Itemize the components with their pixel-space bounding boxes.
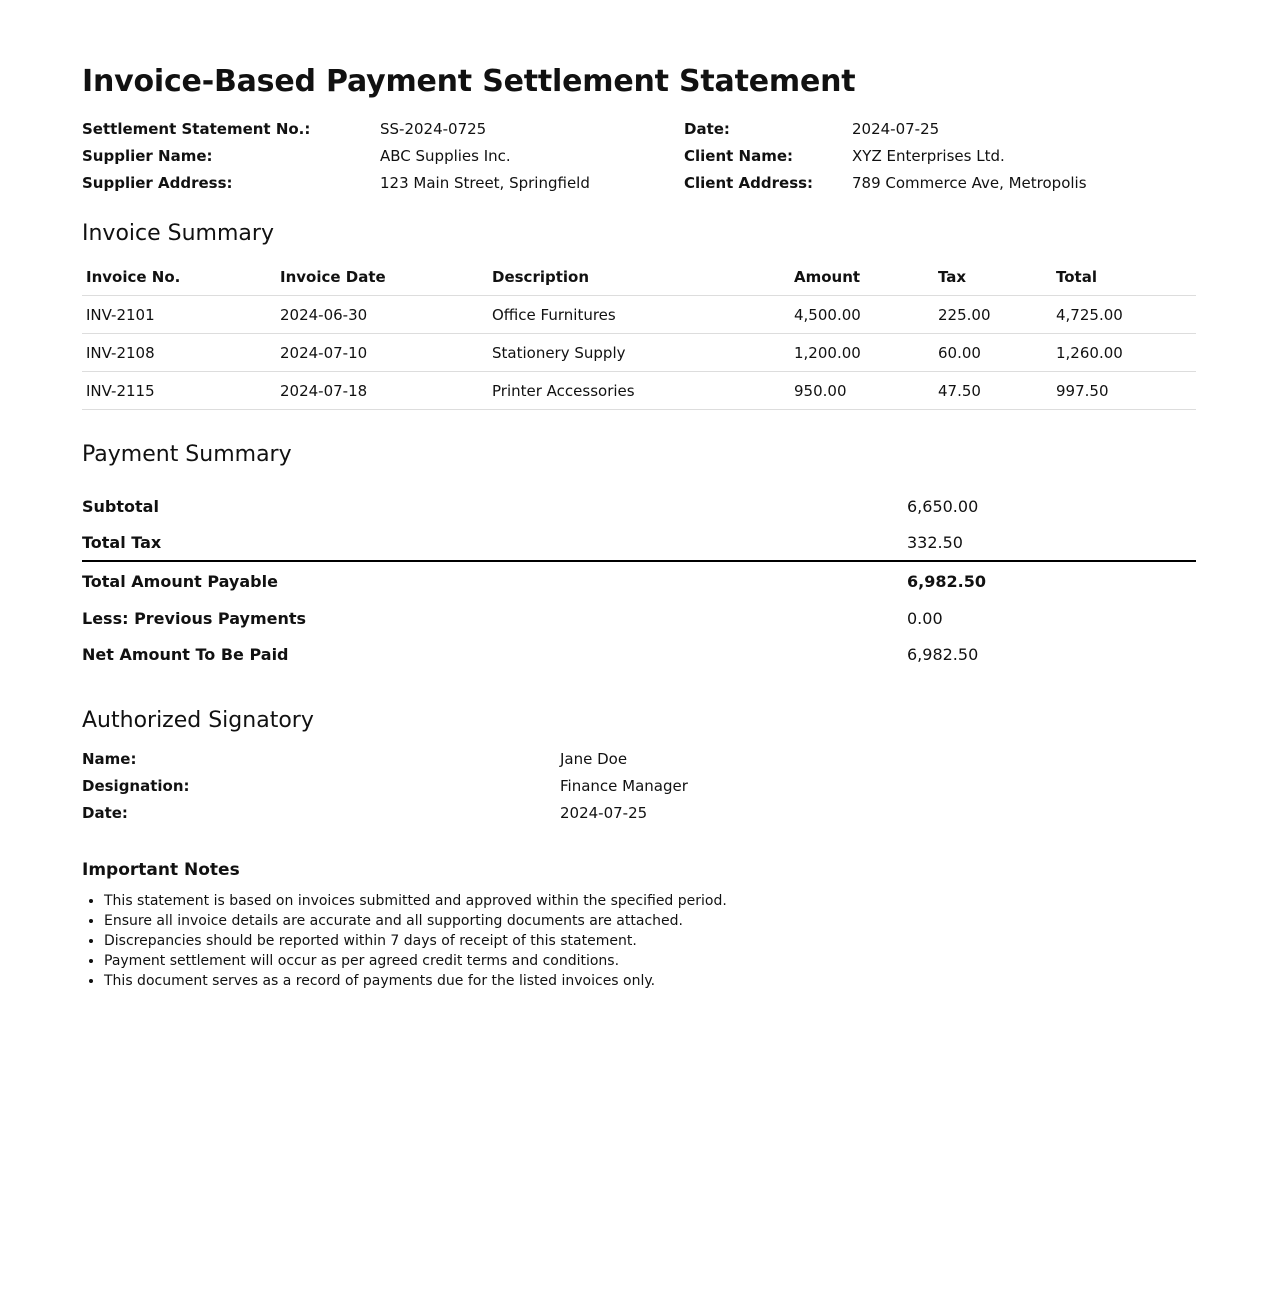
previous-payments-label: Less: Previous Payments: [82, 608, 307, 628]
tax-cell: 60.00: [934, 334, 1052, 372]
invoice-date-cell: 2024-07-18: [276, 372, 488, 410]
subtotal-value: 6,650.00: [907, 496, 979, 516]
date-value: 2024-07-25: [852, 120, 940, 138]
signatory-name-value: Jane Doe: [560, 750, 628, 768]
supplier-address-label: Supplier Address:: [82, 174, 233, 192]
invoice-date-cell: 2024-06-30: [276, 296, 488, 334]
statement-meta: [82, 116, 1196, 197]
signatory-heading: Authorized Signatory: [82, 708, 314, 733]
statement-no-label: Settlement Statement No.:: [82, 120, 311, 138]
column-header: Tax: [934, 259, 1052, 296]
signatory-designation-label: Designation:: [82, 777, 190, 795]
amount-cell: 4,500.00: [790, 296, 934, 334]
description-cell: Office Furnitures: [488, 296, 790, 334]
client-name-value: XYZ Enterprises Ltd.: [852, 147, 1005, 165]
previous-payments-row: [82, 600, 1196, 636]
column-header: Invoice Date: [276, 259, 488, 296]
list-item: • This document serves as a record of payments due for the listed invoices only.: [104, 971, 1196, 991]
list-item: • This statement is based on invoices submitted and approved within the specified period.: [104, 891, 1196, 911]
total-tax-row: [82, 524, 1196, 560]
table-row: [82, 334, 1196, 372]
payment-summary: [82, 488, 1196, 672]
total-cell: 1,260.00: [1052, 334, 1196, 372]
net-amount-value: 6,982.50: [907, 644, 979, 664]
net-amount-row: [82, 636, 1196, 672]
total-cell: 997.50: [1052, 372, 1196, 410]
net-amount-label: Net Amount To Be Paid: [82, 644, 289, 664]
column-header: Amount: [790, 259, 934, 296]
description-cell: Printer Accessories: [488, 372, 790, 410]
invoice-date-cell: 2024-07-10: [276, 334, 488, 372]
client-name-label: Client Name:: [684, 147, 794, 165]
list-item: • Discrepancies should be reported within 7 days of receipt of this statement.: [104, 931, 1196, 951]
tax-cell: 47.50: [934, 372, 1052, 410]
total-payable-label: Total Amount Payable: [82, 571, 278, 591]
statement-no-value: SS-2024-0725: [380, 120, 487, 138]
signatory-name-label: Name:: [82, 750, 137, 768]
signatory-date-label: Date:: [82, 804, 128, 822]
subtotal-row: [82, 488, 1196, 524]
table-row: [82, 372, 1196, 410]
invoice-no-cell: INV-2101: [82, 296, 276, 334]
list-item: • Payment settlement will occur as per agreed credit terms and conditions.: [104, 951, 1196, 971]
page-title: Invoice-Based Payment Settlement Statement: [82, 64, 856, 99]
total-payable-row: [82, 560, 1196, 600]
column-header: Invoice No.: [82, 259, 276, 296]
supplier-name-value: ABC Supplies Inc.: [380, 147, 511, 165]
invoice-table-header: [82, 259, 1196, 296]
signatory-date-value: 2024-07-25: [560, 804, 648, 822]
supplier-name-label: Supplier Name:: [82, 147, 213, 165]
notes-heading: Important Notes: [82, 860, 240, 880]
table-row: [82, 296, 1196, 334]
invoice-table: [82, 259, 1196, 410]
amount-cell: 950.00: [790, 372, 934, 410]
client-address-value: 789 Commerce Ave, Metropolis: [852, 174, 1087, 192]
column-header: Total: [1052, 259, 1196, 296]
total-tax-value: 332.50: [907, 532, 963, 552]
notes-list: [82, 891, 1196, 991]
date-label: Date:: [684, 120, 730, 138]
settlement-statement: [82, 0, 1196, 991]
signatory-designation-value: Finance Manager: [560, 777, 688, 795]
previous-payments-value: 0.00: [907, 608, 943, 628]
description-cell: Stationery Supply: [488, 334, 790, 372]
list-item: • Ensure all invoice details are accurate and all supporting documents are attached.: [104, 911, 1196, 931]
signatory-details: [82, 746, 1196, 827]
invoice-summary-heading: Invoice Summary: [82, 221, 274, 246]
payment-summary-heading: Payment Summary: [82, 442, 292, 467]
client-address-label: Client Address:: [684, 174, 814, 192]
total-tax-label: Total Tax: [82, 532, 162, 552]
invoice-no-cell: INV-2108: [82, 334, 276, 372]
total-cell: 4,725.00: [1052, 296, 1196, 334]
tax-cell: 225.00: [934, 296, 1052, 334]
subtotal-label: Subtotal: [82, 496, 159, 516]
column-header: Description: [488, 259, 790, 296]
invoice-no-cell: INV-2115: [82, 372, 276, 410]
amount-cell: 1,200.00: [790, 334, 934, 372]
total-payable-value: 6,982.50: [907, 571, 986, 591]
supplier-address-value: 123 Main Street, Springfield: [380, 174, 590, 192]
